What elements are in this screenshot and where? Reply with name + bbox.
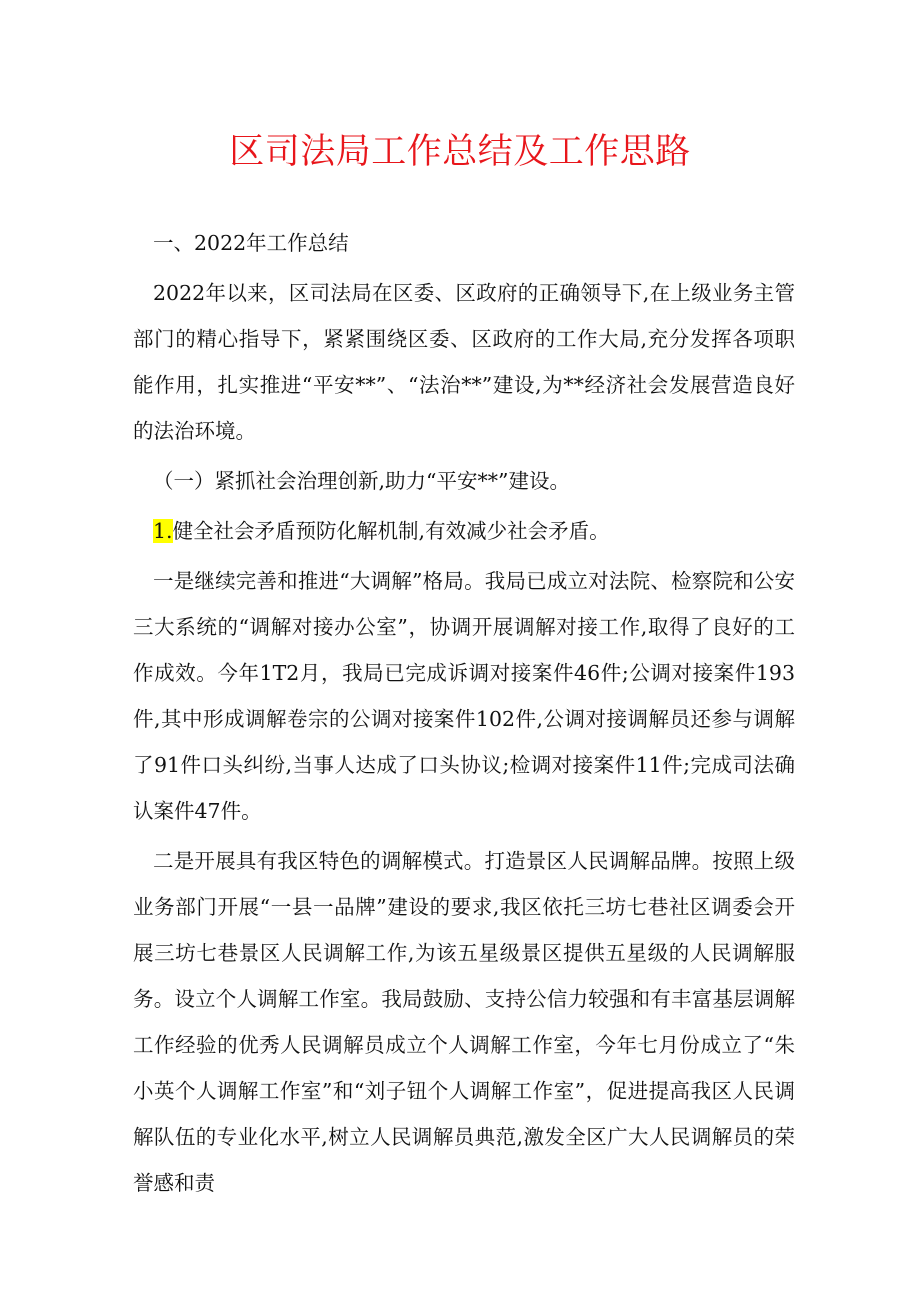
subsection-heading [133, 458, 795, 504]
paragraph-text: 一、2022年工作总结 [153, 231, 349, 255]
paragraph-text: 2022年以来，区司法局在区委、区政府的正确领导下,在上级业务主管部门的精心指导下，紧紧围绕区委、区政府的工作大局,充分发挥各项职能作用，扎实推进“平安**”、“法治**”建设,为**经济社会发展营造良好的法治环境。 [133, 281, 795, 443]
paragraph-text: （一）紧抓社会治理创新,助力“平安**”建设。 [153, 469, 570, 493]
paragraph-text: 健全社会矛盾预防化解机制,有效减少社会矛盾。 [172, 519, 610, 543]
document-body [133, 220, 795, 1206]
numbered-item [133, 508, 795, 554]
paragraph [133, 270, 795, 454]
paragraph [133, 558, 795, 834]
document-title: 区司法局工作总结及工作思路 [229, 132, 691, 172]
paragraph [133, 838, 795, 1206]
highlighted-number-marker: 1. [153, 519, 173, 543]
paragraph-text: 一是继续完善和推进“大调解”格局。我局已成立对法院、检察院和公安三大系统的“调解对接办公室”，协调开展调解对接工作,取得了良好的工作成效。今年1T2月，我局已完成诉调对接案件46件;公调对接案件193件,其中形成调解卷宗的公调对接案件102件,公调对接调解员还参与调解了91件口头纠纷,当事人达成了口头协议;检调对接案件11件;完成司法确认案件47件。 [133, 569, 795, 823]
paragraph-text: 二是开展具有我区特色的调解模式。打造景区人民调解品牌。按照上级业务部门开展“一县一品牌”建设的要求,我区依托三坊七巷社区调委会开展三坊七巷景区人民调解工作,为该五星级景区提供五星级的人民调解服务。设立个人调解工作室。我局鼓励、支持公信力较强和有丰富基层调解工作经验的优秀人民调解员成立个人调解工作室，今年七月份成立了“朱小英个人调解工作室”和“刘子钮个人调解工作室”，促进提高我区人民调解队伍的专业化水平,树立人民调解员典范,激发全区广大人民调解员的荣誉感和责 [133, 849, 795, 1195]
section-heading [133, 220, 795, 266]
